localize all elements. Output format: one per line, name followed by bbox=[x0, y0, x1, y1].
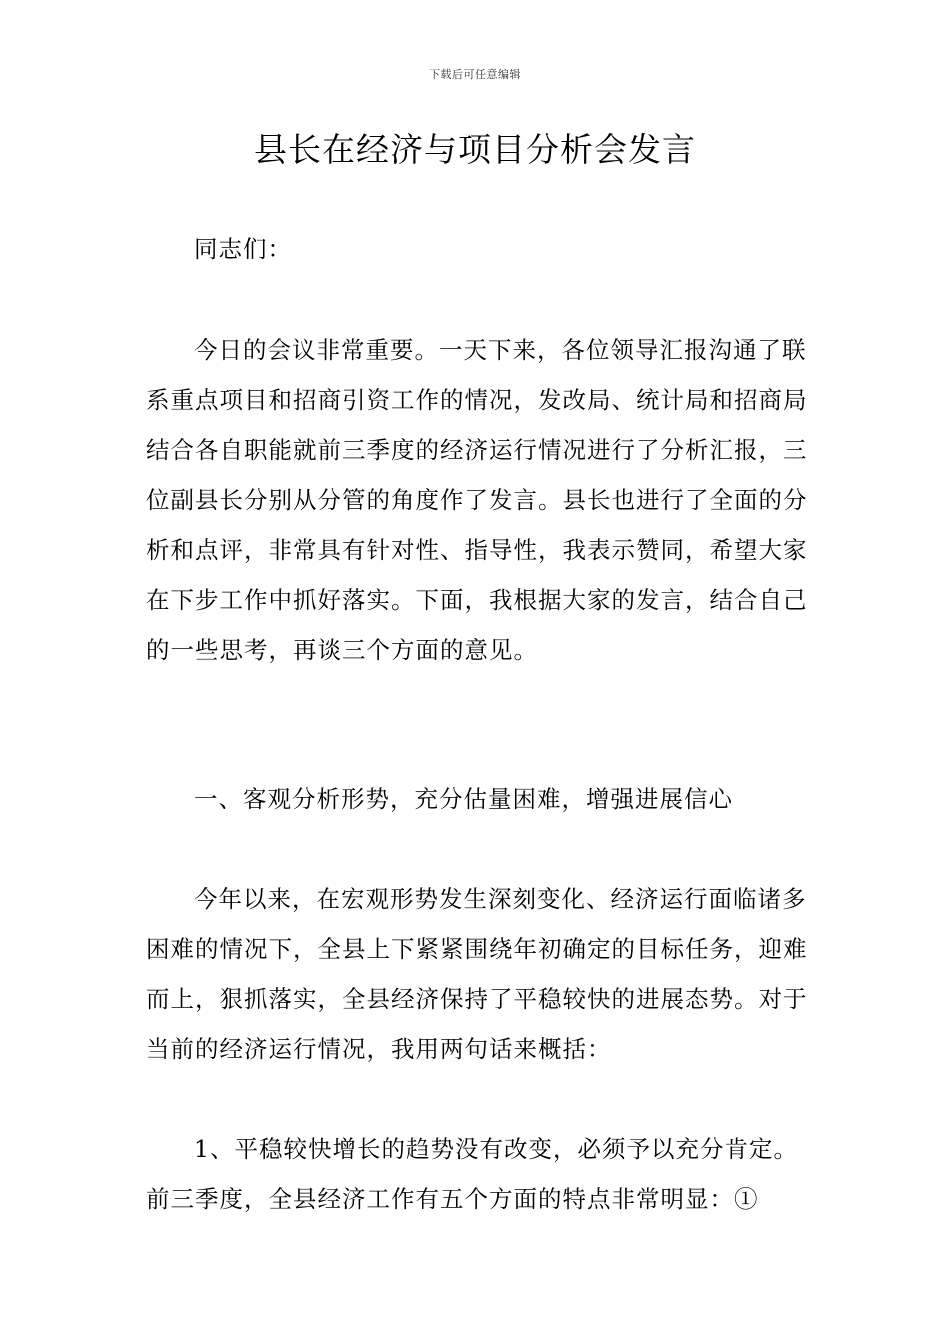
situation-paragraph: 今年以来，在宏观形势发生深刻变化、经济运行面临诸多困难的情况下，全县上下紧紧围绕年初确定的目标任务，迎难而上，狠抓落实，全县经济保持了平稳较快的进展态势。对于当前的经济运行情况，我用两句话来概括： bbox=[146, 885, 808, 1063]
section-heading-1: 一、客观分析形势，充分估量困难，增强进展信心 bbox=[194, 785, 733, 813]
header-note: 下载后可任意编辑 bbox=[429, 68, 521, 81]
greeting-paragraph: 同志们： bbox=[194, 235, 292, 263]
point-1-paragraph: 1、平稳较快增长的趋势没有改变，必须予以充分肯定。前三季度，全县经济工作有五个方面的特点非常明显：① bbox=[146, 1135, 798, 1213]
document-title: 县长在经济与项目分析会发言 bbox=[254, 130, 696, 169]
intro-paragraph: 今日的会议非常重要。一天下来，各位领导汇报沟通了联系重点项目和招商引资工作的情况，发改局、统计局和招商局结合各自职能就前三季度的经济运行情况进行了分析汇报，三位副县长分别从分管的角度作了发言。县长也进行了全面的分析和点评，非常具有针对性、指导性，我表示赞同，希望大家在下步工作中抓好落实。下面，我根据大家的发言，结合自己的一些思考，再谈三个方面的意见。 bbox=[146, 336, 808, 664]
